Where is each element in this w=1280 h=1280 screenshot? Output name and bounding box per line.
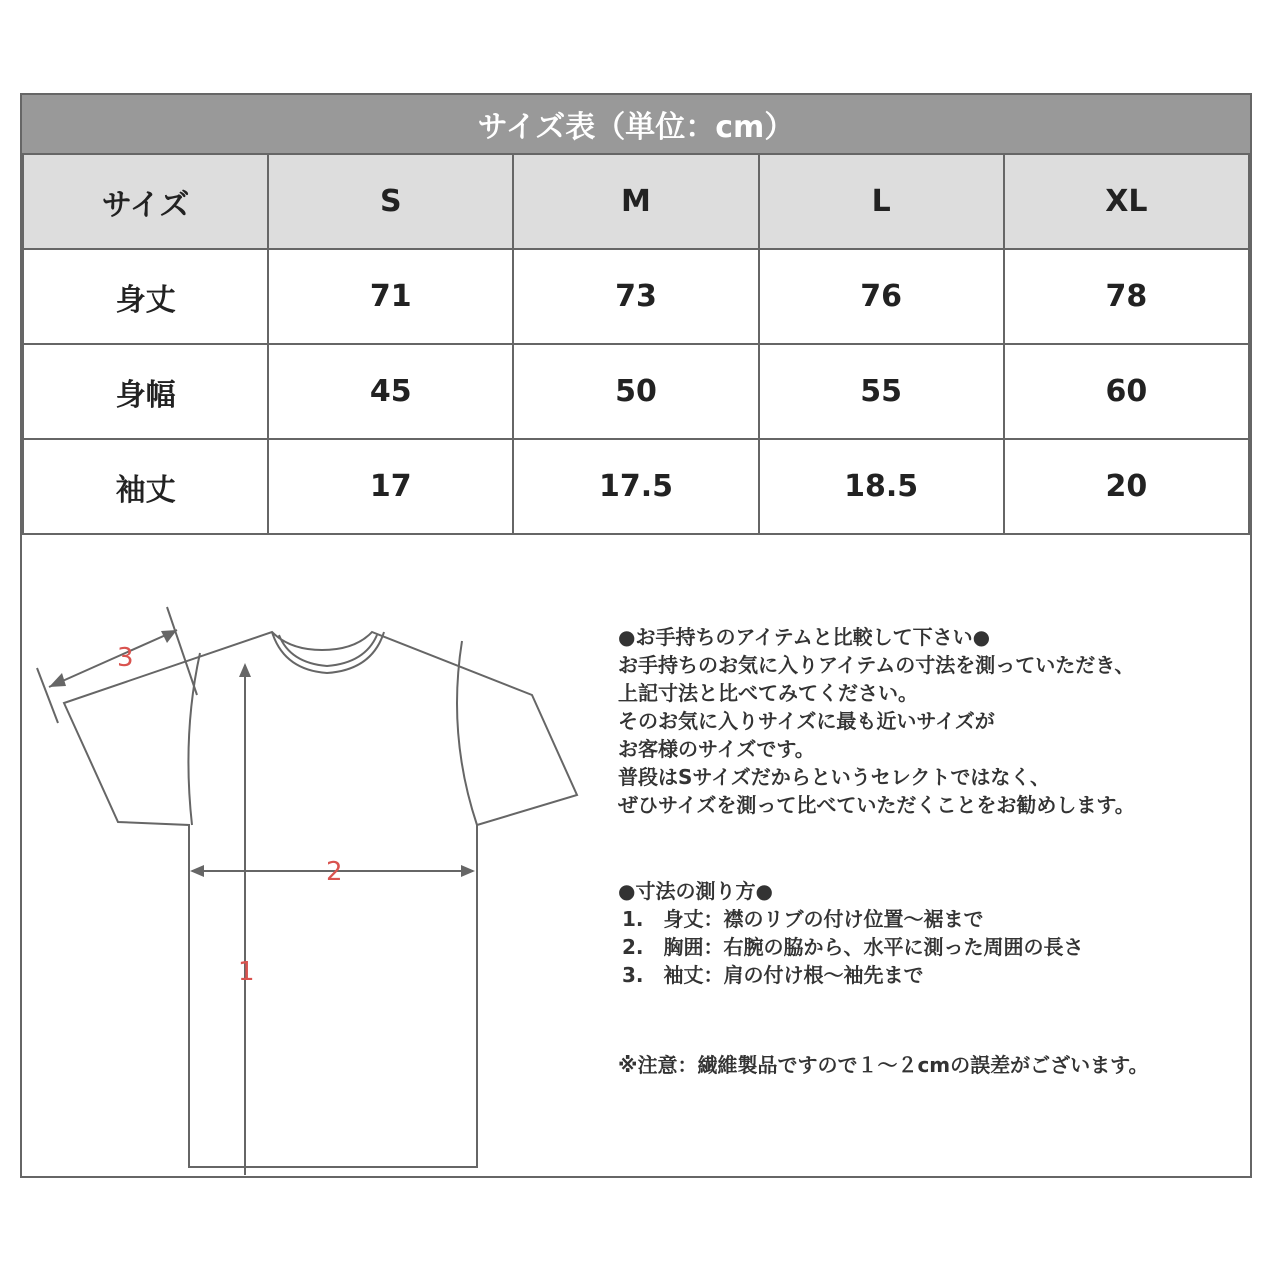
- table-cell: 45: [268, 344, 513, 439]
- measure-item: 2. 胸囲：右腕の脇から、水平に測った周囲の長さ: [622, 935, 1084, 959]
- measure-label-1: 1: [238, 957, 255, 987]
- table-row: [23, 249, 1249, 344]
- header-cell-size: サイズ: [23, 154, 268, 249]
- size-chart-frame: [20, 93, 1252, 1178]
- size-table-title: サイズ表（単位：cm）: [22, 95, 1250, 153]
- table-cell: 20: [1004, 439, 1249, 534]
- row-label-length: 身丈: [23, 249, 268, 344]
- compare-line: お客様のサイズです。: [618, 737, 815, 761]
- spacer: [618, 989, 1258, 1051]
- table-cell: 55: [759, 344, 1004, 439]
- compare-heading: ●お手持ちのアイテムと比較して下さい●: [618, 625, 991, 649]
- measure-item: 3. 袖丈：肩の付け根～袖先まで: [622, 963, 924, 987]
- row-label-sleeve: 袖丈: [23, 439, 268, 534]
- table-cell: 78: [1004, 249, 1249, 344]
- table-cell: 50: [513, 344, 758, 439]
- table-cell: 76: [759, 249, 1004, 344]
- header-cell-l: L: [759, 154, 1004, 249]
- table-cell: 17: [268, 439, 513, 534]
- caution-note: ※注意：繊維製品ですので１～２cmの誤差がございます。: [618, 1053, 1149, 1077]
- measure-heading: ●寸法の測り方●: [618, 879, 773, 903]
- measure-label-3: 3: [117, 643, 134, 673]
- row-label-width: 身幅: [23, 344, 268, 439]
- table-cell: 17.5: [513, 439, 758, 534]
- header-cell-s: S: [268, 154, 513, 249]
- size-table: [22, 153, 1250, 535]
- table-cell: 73: [513, 249, 758, 344]
- size-notes: [618, 623, 1258, 1079]
- compare-line: そのお気に入りサイズに最も近いサイズが: [618, 709, 995, 733]
- header-cell-m: M: [513, 154, 758, 249]
- table-header-row: [23, 154, 1249, 249]
- compare-line: お手持ちのお気に入りアイテムの寸法を測っていただき、: [618, 653, 1135, 677]
- measure-item: 1. 身丈：襟のリブの付け位置～裾まで: [622, 907, 984, 931]
- table-cell: 18.5: [759, 439, 1004, 534]
- table-cell: 60: [1004, 344, 1249, 439]
- compare-line: 上記寸法と比べてみてください。: [618, 681, 918, 705]
- tshirt-outline: [64, 632, 577, 1167]
- compare-line: 普段はSサイズだからというセレクトではなく、: [618, 765, 1051, 789]
- spacer: [618, 819, 1258, 877]
- tshirt-diagram: [22, 535, 622, 1175]
- header-cell-xl: XL: [1004, 154, 1249, 249]
- table-row: [23, 439, 1249, 534]
- compare-line: ぜひサイズを測って比べていただくことをお勧めします。: [618, 793, 1135, 817]
- table-cell: 71: [268, 249, 513, 344]
- table-row: [23, 344, 1249, 439]
- measure-label-2: 2: [326, 857, 343, 887]
